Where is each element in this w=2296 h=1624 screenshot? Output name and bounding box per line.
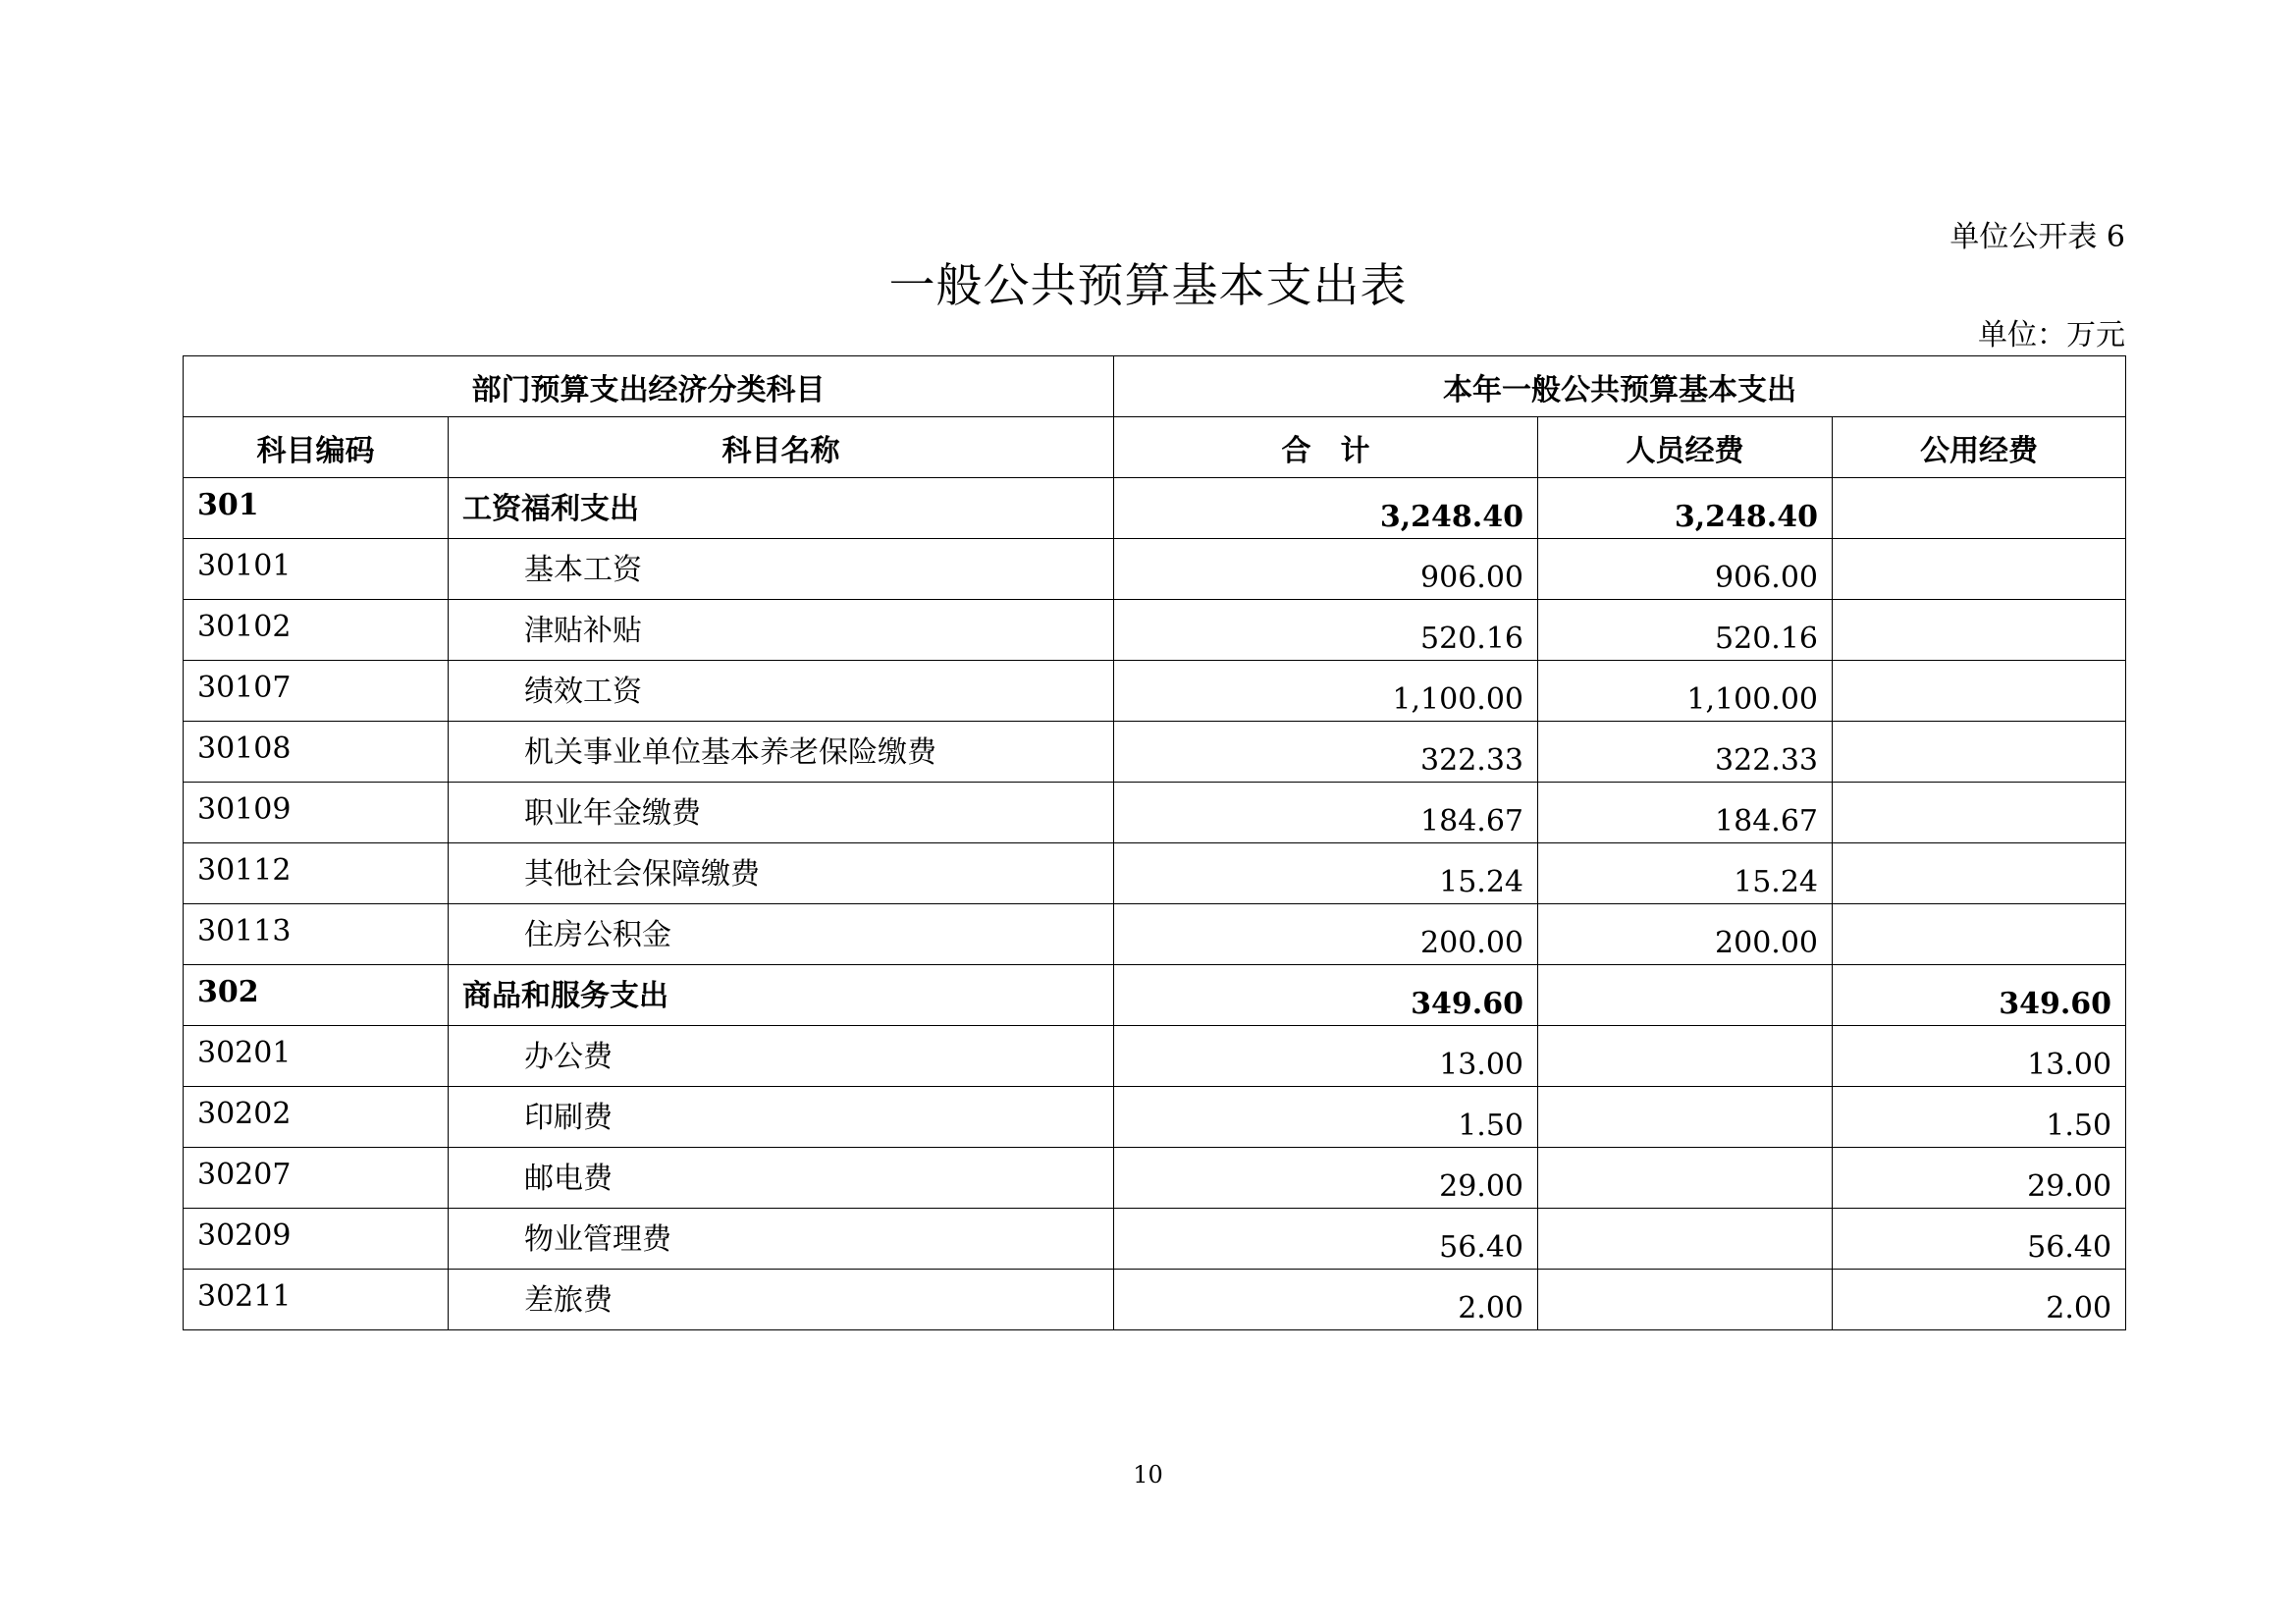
row-total: 15.24 (1114, 843, 1538, 904)
table-row (184, 722, 2126, 783)
row-name: 机关事业单位基本养老保险缴费 (449, 722, 1114, 783)
row-code: 30201 (184, 1026, 449, 1087)
row-total: 1,100.00 (1114, 661, 1538, 722)
row-public: 2.00 (1833, 1270, 2126, 1330)
row-name: 工资福利支出 (449, 478, 1114, 539)
row-code: 302 (184, 965, 449, 1026)
row-name: 职业年金缴费 (449, 783, 1114, 843)
row-code: 30108 (184, 722, 449, 783)
row-public (1833, 478, 2126, 539)
table-row (184, 843, 2126, 904)
row-personnel: 1,100.00 (1538, 661, 1833, 722)
row-total: 29.00 (1114, 1148, 1538, 1209)
row-total: 3,248.40 (1114, 478, 1538, 539)
table-row (184, 1087, 2126, 1148)
header-group-left: 部门预算支出经济分类科目 (184, 356, 1114, 417)
row-public (1833, 904, 2126, 965)
row-personnel: 906.00 (1538, 539, 1833, 600)
row-personnel (1538, 1087, 1833, 1148)
row-name: 印刷费 (449, 1087, 1114, 1148)
row-name: 其他社会保障缴费 (449, 843, 1114, 904)
row-total: 520.16 (1114, 600, 1538, 661)
header-group-right: 本年一般公共预算基本支出 (1114, 356, 2126, 417)
row-total: 1.50 (1114, 1087, 1538, 1148)
row-personnel: 322.33 (1538, 722, 1833, 783)
row-personnel (1538, 1148, 1833, 1209)
row-personnel (1538, 1026, 1833, 1087)
header-column-row (184, 417, 2126, 478)
row-code: 30102 (184, 600, 449, 661)
table-row (184, 965, 2126, 1026)
table-row (184, 661, 2126, 722)
row-total: 56.40 (1114, 1209, 1538, 1270)
row-total: 2.00 (1114, 1270, 1538, 1330)
row-public (1833, 539, 2126, 600)
row-public: 1.50 (1833, 1087, 2126, 1148)
row-code: 30112 (184, 843, 449, 904)
row-personnel: 15.24 (1538, 843, 1833, 904)
row-name: 差旅费 (449, 1270, 1114, 1330)
row-code: 301 (184, 478, 449, 539)
row-public: 56.40 (1833, 1209, 2126, 1270)
page-number: 10 (1133, 1461, 1163, 1489)
row-code: 30211 (184, 1270, 449, 1330)
row-total: 13.00 (1114, 1026, 1538, 1087)
unit-label: 单位：万元 (1978, 318, 2125, 352)
row-code: 30202 (184, 1087, 449, 1148)
row-name: 邮电费 (449, 1148, 1114, 1209)
table-row (184, 1148, 2126, 1209)
row-public (1833, 600, 2126, 661)
row-personnel (1538, 965, 1833, 1026)
row-name: 绩效工资 (449, 661, 1114, 722)
table-label: 单位公开表 6 (1949, 220, 2125, 254)
row-total: 200.00 (1114, 904, 1538, 965)
row-public (1833, 661, 2126, 722)
row-personnel: 3,248.40 (1538, 478, 1833, 539)
row-name: 津贴补贴 (449, 600, 1114, 661)
row-code: 30109 (184, 783, 449, 843)
budget-table-container (183, 355, 2125, 1330)
table-row (184, 1209, 2126, 1270)
page-title: 一般公共预算基本支出表 (888, 259, 1408, 313)
row-public: 29.00 (1833, 1148, 2126, 1209)
budget-table (183, 355, 2126, 1330)
table-row (184, 539, 2126, 600)
header-total: 合 计 (1114, 417, 1538, 478)
header-code: 科目编码 (184, 417, 449, 478)
row-name: 物业管理费 (449, 1209, 1114, 1270)
row-personnel (1538, 1270, 1833, 1330)
header-group-row (184, 356, 2126, 417)
table-row (184, 600, 2126, 661)
row-total: 349.60 (1114, 965, 1538, 1026)
row-name: 商品和服务支出 (449, 965, 1114, 1026)
header-personnel: 人员经费 (1538, 417, 1833, 478)
row-code: 30113 (184, 904, 449, 965)
row-public: 349.60 (1833, 965, 2126, 1026)
table-row (184, 1026, 2126, 1087)
row-public (1833, 722, 2126, 783)
table-row (184, 904, 2126, 965)
row-personnel: 184.67 (1538, 783, 1833, 843)
row-name: 办公费 (449, 1026, 1114, 1087)
row-code: 30101 (184, 539, 449, 600)
table-row (184, 1270, 2126, 1330)
row-total: 184.67 (1114, 783, 1538, 843)
header-public: 公用经费 (1833, 417, 2126, 478)
row-code: 30107 (184, 661, 449, 722)
row-code: 30209 (184, 1209, 449, 1270)
header-name: 科目名称 (449, 417, 1114, 478)
table-row (184, 478, 2126, 539)
table-row (184, 783, 2126, 843)
row-public (1833, 843, 2126, 904)
row-total: 322.33 (1114, 722, 1538, 783)
row-code: 30207 (184, 1148, 449, 1209)
table-body (184, 478, 2126, 1330)
row-total: 906.00 (1114, 539, 1538, 600)
row-personnel (1538, 1209, 1833, 1270)
row-name: 基本工资 (449, 539, 1114, 600)
row-personnel: 200.00 (1538, 904, 1833, 965)
row-personnel: 520.16 (1538, 600, 1833, 661)
row-public: 13.00 (1833, 1026, 2126, 1087)
row-public (1833, 783, 2126, 843)
row-name: 住房公积金 (449, 904, 1114, 965)
